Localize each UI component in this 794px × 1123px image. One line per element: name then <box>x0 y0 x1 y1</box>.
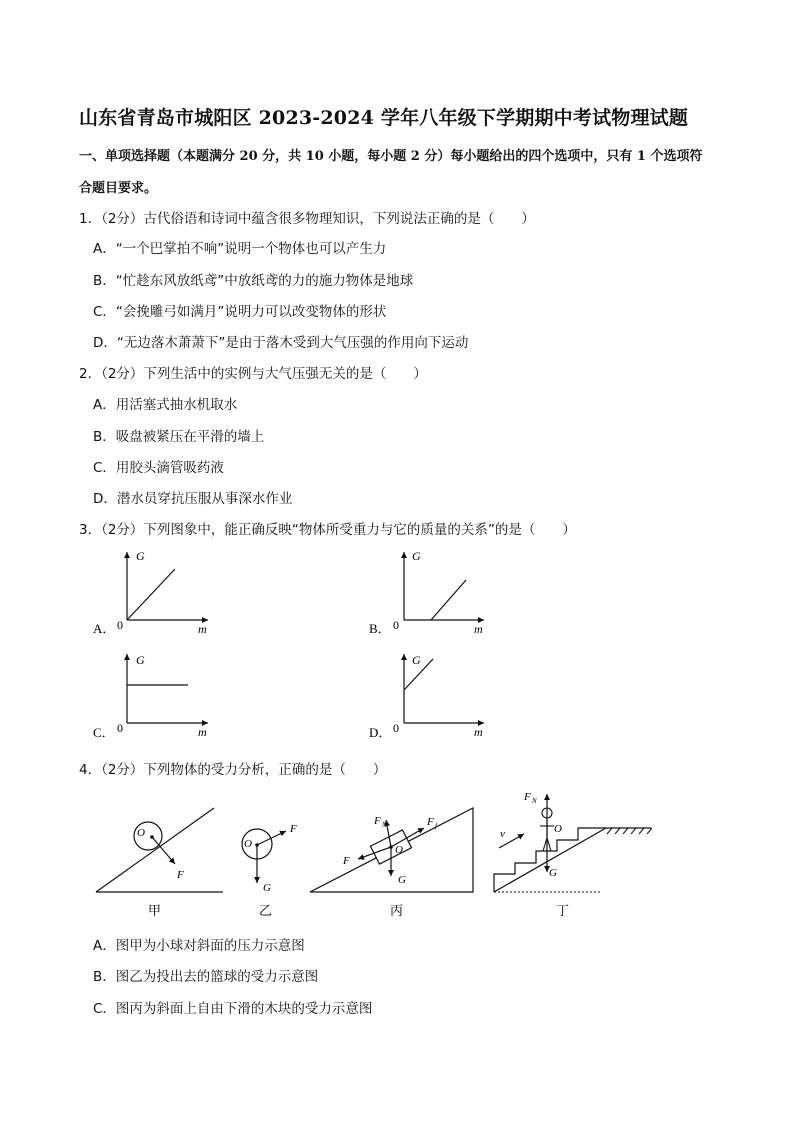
section-heading-line2: 合题目要求。 <box>79 181 158 196</box>
question-4-figures <box>0 780 794 925</box>
question-1-stem: 1．（2分）古代俗语和诗词中蕴含很多物理知识，下列说法正确的是（ ） <box>79 211 535 227</box>
graph-b <box>369 549 484 636</box>
svg-text:F: F <box>427 816 434 828</box>
question-4-option-c: C．图丙为斜面上自由下滑的木块的受力示意图 <box>93 1001 373 1017</box>
graph-a-y-label: G <box>136 549 145 563</box>
svg-text:O: O <box>395 844 403 856</box>
svg-text:F: F <box>524 791 531 803</box>
figure-yi <box>242 823 297 918</box>
question-2-option-c: C．用胶头滴管吸药液 <box>93 460 224 476</box>
svg-text:F: F <box>177 869 184 881</box>
graph-d <box>369 653 484 740</box>
figure-bing-name: 丙 <box>390 903 404 918</box>
graph-c-label: C． <box>93 725 115 740</box>
figure-ding <box>494 791 652 918</box>
graph-c <box>93 653 208 740</box>
question-2-option-b: B．吸盘被紧压在平滑的墙上 <box>93 429 265 445</box>
svg-text:O: O <box>554 823 562 835</box>
question-4-option-a: A．图甲为小球对斜面的压力示意图 <box>93 938 305 954</box>
question-4-stem: 4．（2分）下列物体的受力分析，正确的是（ ） <box>79 762 387 778</box>
graph-a-label: A． <box>93 621 116 636</box>
question-3-graphs <box>0 540 794 750</box>
svg-text:F: F <box>374 815 381 827</box>
graph-a <box>93 549 208 636</box>
figure-ding-name: 丁 <box>556 903 570 918</box>
graph-c-x-label: m <box>198 725 207 739</box>
graph-d-x-label: m <box>474 725 483 739</box>
figure-bing <box>310 808 473 918</box>
section-heading-line1: 一、单项选择题（本题满分 20 分，共 10 小题，每小题 2 分）每小题给出的四个选项中，只有 1 个选项符 <box>79 149 703 164</box>
svg-text:v: v <box>500 828 505 840</box>
graph-a-x-label: m <box>198 622 207 636</box>
graph-b-line <box>431 580 466 620</box>
figure-jia <box>96 808 223 918</box>
graph-a-line <box>127 569 175 620</box>
graph-d-origin: 0 <box>393 721 399 735</box>
svg-text:N: N <box>532 797 537 805</box>
page-title: 山东省青岛市城阳区 2023-2024 学年八年级下学期期中考试物理试题 <box>79 107 689 129</box>
question-4-option-b: B．图乙为投出去的篮球的受力示意图 <box>93 969 319 985</box>
svg-text:G: G <box>398 874 406 886</box>
svg-text:O: O <box>137 827 145 839</box>
graph-c-y-label: G <box>136 653 145 667</box>
figure-yi-name: 乙 <box>259 903 273 918</box>
question-2-stem: 2．（2分）下列生活中的实例与大气压强无关的是（ ） <box>79 366 427 382</box>
svg-text:F: F <box>290 823 297 835</box>
graph-b-origin: 0 <box>393 618 399 632</box>
graph-a-origin: 0 <box>117 618 123 632</box>
question-2-option-a: A．用活塞式抽水机取水 <box>93 397 238 413</box>
question-1-option-b: B．“忙趁东风放纸鸢”中放纸鸢的力的施力物体是地球 <box>93 273 414 289</box>
graph-b-label: B． <box>369 621 391 636</box>
question-1-option-a: A．“一个巴掌拍不响”说明一个物体也可以产生力 <box>93 241 387 257</box>
question-3-stem: 3．（2分）下列图象中，能正确反映“物体所受重力与它的质量的关系”的是（ ） <box>79 522 576 538</box>
graph-d-label: D． <box>369 725 392 740</box>
svg-text:F: F <box>343 855 350 867</box>
figure-jia-force-arrow <box>152 837 175 864</box>
svg-text:N: N <box>382 821 387 829</box>
graph-b-x-label: m <box>474 622 483 636</box>
question-1-option-c: C．“会挽雕弓如满月”说明力可以改变物体的形状 <box>93 304 387 320</box>
svg-text:O: O <box>244 838 252 850</box>
graph-c-origin: 0 <box>117 721 123 735</box>
svg-text:G: G <box>549 867 557 879</box>
svg-text:G: G <box>263 882 271 894</box>
question-2-option-d: D．潜水员穿抗压服从事深水作业 <box>93 491 293 507</box>
graph-d-y-label: G <box>412 653 421 667</box>
question-1-option-d: D．“无边落木萧萧下”是由于落木受到大气压强的作用向下运动 <box>93 335 469 351</box>
graph-b-y-label: G <box>412 549 421 563</box>
figure-jia-name: 甲 <box>148 903 162 918</box>
svg-text:f: f <box>435 822 437 830</box>
